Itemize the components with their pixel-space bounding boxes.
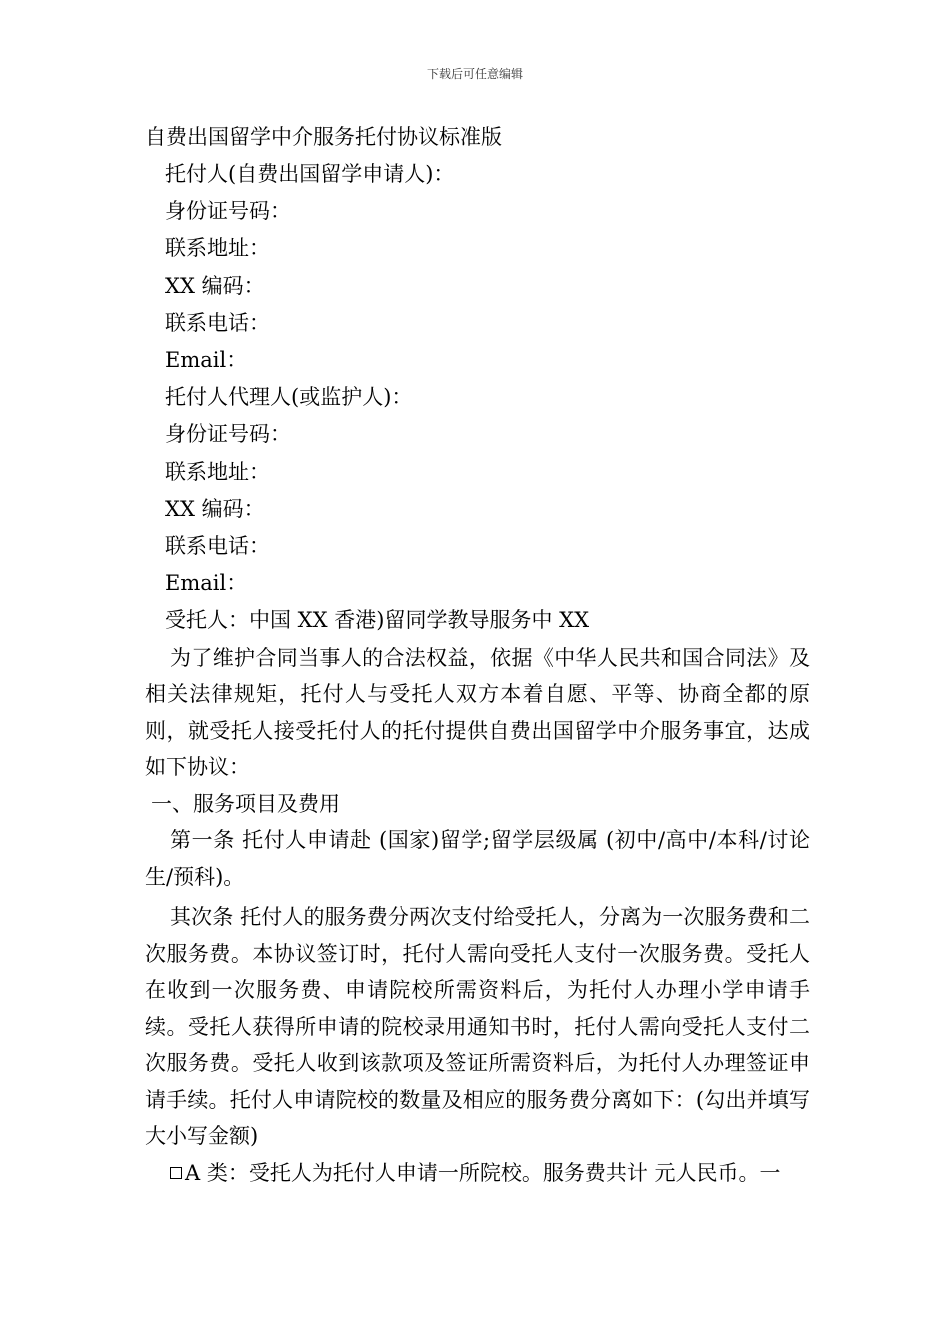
option-a-checkbox[interactable]	[170, 1167, 182, 1179]
section-heading-services: 一、服务项目及费用	[151, 791, 340, 816]
option-a-text: A 类：受托人为托付人申请一所院校。服务费共计 元人民币。一	[185, 1160, 781, 1185]
field-client: 托付人(自费出国留学申请人)：	[165, 162, 455, 186]
field-agent-postcode: XX 编码：	[165, 496, 265, 521]
field-agent-email: Email：	[165, 571, 248, 596]
intro-paragraph: 为了维护合同当事人的合法权益，依据《中华人民共和国合同法》及相关法律规矩，托付人与受托人双方本着自愿、平等、协商全都的原则，就受托人接受托付人的托付提供自费出国留学中介服务事宜，达成如下协议：	[145, 645, 810, 780]
document-body	[145, 119, 810, 1191]
field-agent-id-number: 身份证号码：	[165, 422, 291, 447]
field-client-phone: 联系电话：	[165, 310, 270, 335]
field-trustee: 受托人：中国 XX 香港)留同学教导服务中 XX	[165, 608, 590, 633]
article-2: 其次条 托付人的服务费分两次支付给受托人，分离为一次服务费和二次服务费。本协议签订时，托付人需向受托人支付一次服务费。受托人在收到一次服务费、申请院校所需资料后，为托付人办理小学申请手续。受托人获得所申请的院校录用通知书时，托付人需向受托人支付二次服务费。受托人收到该款项及签证所需资料后，为托付人办理签证申请手续。托付人申请院校的数量及相应的服务费分离如下：(勾出并填写大小写金额)	[145, 905, 810, 1149]
header-note: 下载后可任意编辑	[426, 67, 523, 81]
field-client-address: 联系地址：	[165, 236, 270, 261]
field-agent-address: 联系地址：	[165, 459, 270, 484]
option-a-paragraph	[145, 1155, 810, 1192]
field-client-postcode: XX 编码：	[165, 273, 265, 298]
field-agent: 托付人代理人(或监护人)：	[165, 385, 413, 410]
field-client-id-number: 身份证号码：	[165, 199, 291, 224]
article-1: 第一条 托付人申请赴 (国家)留学;留学层级属 (初中/高中/本科/讨论生/预科)。	[145, 828, 810, 889]
field-agent-phone: 联系电话：	[165, 534, 270, 559]
document-title: 自费出国留学中介服务托付协议标准版	[145, 125, 502, 149]
field-client-email: Email：	[165, 348, 248, 373]
